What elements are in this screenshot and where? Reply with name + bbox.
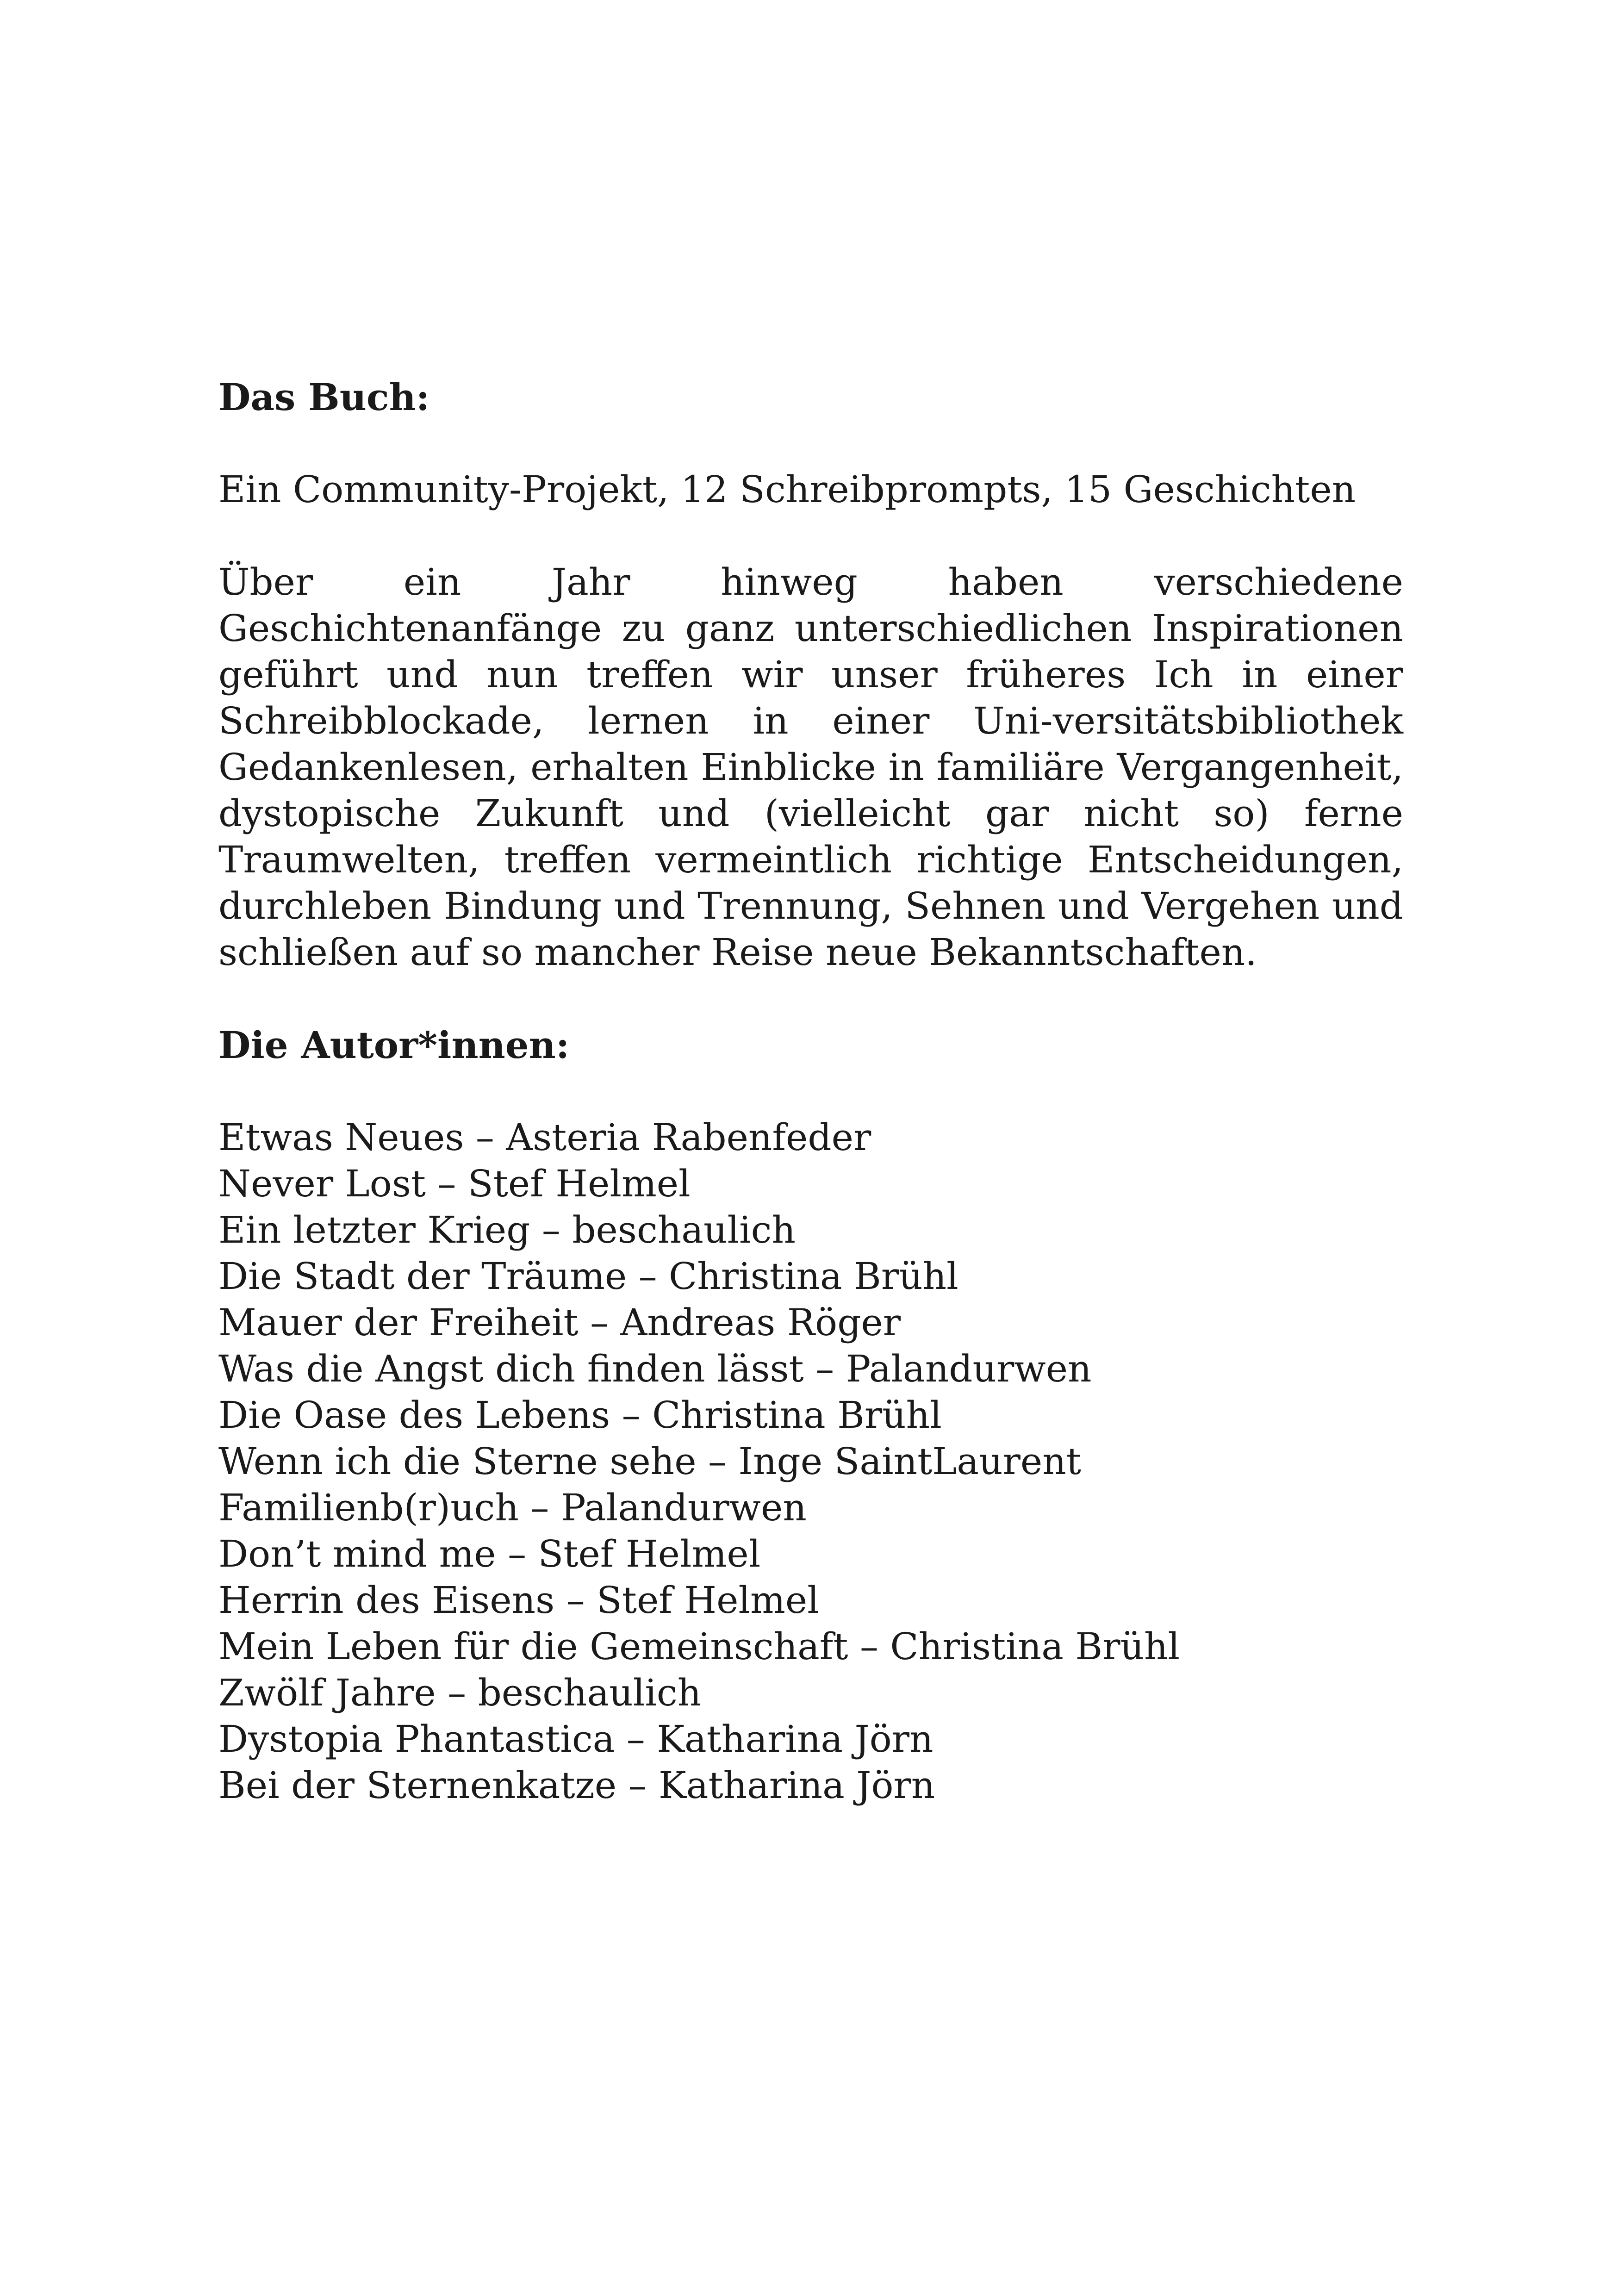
author-entry: Herrin des Eisens – Stef Helmel [218, 1579, 819, 1622]
book-heading: Das Buch: [218, 375, 430, 419]
author-list [218, 1114, 1403, 1809]
book-subtitle: Ein Community-Projekt, 12 Schreibprompts, 15 Geschichten [218, 468, 1356, 511]
page-content [218, 374, 1403, 1809]
author-entry: Was die Angst dich finden lässt – Palandurwen [218, 1347, 1092, 1390]
authors-heading: Die Autor*innen: [218, 1023, 570, 1067]
author-entry: Etwas Neues – Asteria Rabenfeder [218, 1116, 871, 1159]
author-entry: Familienb(r)uch – Palandurwen [218, 1486, 807, 1529]
author-entry: Die Oase des Lebens – Christina Brühl [218, 1394, 942, 1437]
author-entry: Mein Leben für die Gemeinschaft – Christina Brühl [218, 1625, 1180, 1668]
author-entry: Dystopia Phantastica – Katharina Jörn [218, 1717, 933, 1761]
author-entry: Zwölf Jahre – beschaulich [218, 1671, 702, 1714]
author-entry: Mauer der Freiheit – Andreas Röger [218, 1301, 901, 1344]
author-entry: Wenn ich die Sterne sehe – Inge SaintLaurent [218, 1440, 1081, 1483]
author-entry: Don’t mind me – Stef Helmel [218, 1532, 761, 1575]
author-entry: Bei der Sternenkatze – Katharina Jörn [218, 1764, 935, 1807]
author-entry: Ein letzter Krieg – beschaulich [218, 1208, 796, 1251]
book-blurb: Über ein Jahr hinweg haben verschiedene Geschichtenanfänge zu ganz unterschiedlichen Inspirationen geführt und nun treffen wir unser früheres Ich in einer Schreibblockade, lernen in einer Uni-versitätsbibliothek Gedankenlesen, erhalten Einblicke in familiäre Vergangenheit, dystopische Zukunft und (vielleicht gar nicht so) ferne Traumwelten, treffen vermeintlich richtige Entscheidungen, durchleben Bindung und Trennung, Sehnen und Vergehen und schließen auf so mancher Reise neue Bekanntschaften. [218, 560, 1403, 974]
author-entry: Never Lost – Stef Helmel [218, 1162, 691, 1205]
author-entry: Die Stadt der Träume – Christina Brühl [218, 1255, 958, 1298]
